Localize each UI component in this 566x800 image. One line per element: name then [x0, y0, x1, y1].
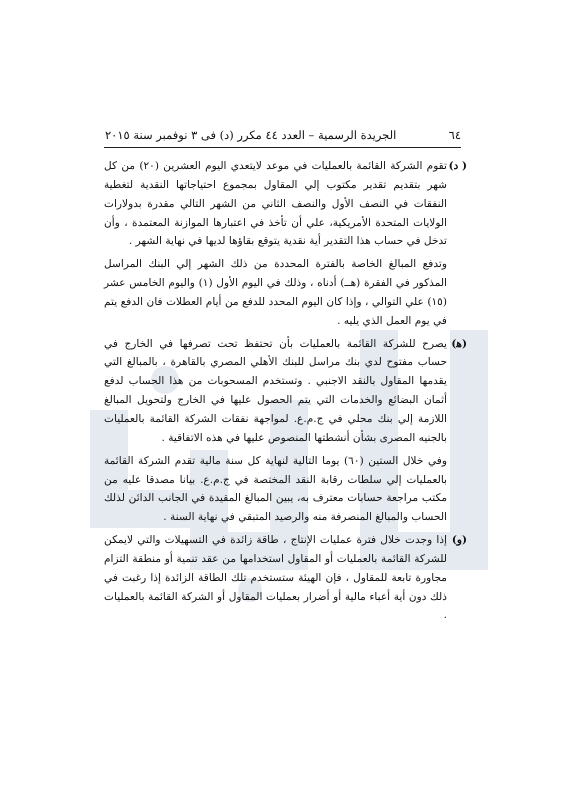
paragraph-w — [104, 531, 467, 625]
page-number: ٦٤ — [448, 128, 461, 142]
paragraph-h-followup: وفي خلال الستين (٦٠) يوما التالية لنهاية كل سنة مالية تقدم الشركة القائمة بالعمليات إلي سلطات رقابة النقد المختصة في ج.م.ع. بيانا مصدقا عليه من مكتب مراجعة حسابات معترف به، يبين المبالغ المقيدة في الجانب الدائن لذلك الحساب والمبالغ المنصرفة منه والرصيد المتبقي في نهاية السنة . — [104, 454, 447, 524]
gazette-header-title: الجريدة الرسمية – العدد ٤٤ مكرر (د) فى ٣ نوفمبر سنة ٢٠١٥ — [105, 128, 397, 142]
paragraph-d-text: تقوم الشركة القائمة بالعمليات في موعد لايتعدي اليوم العشرين (٢٠) من كل شهر بتقديم تقدير مكتوب إلي المقاول بمجموع احتياجاتها النقدية لتغطية النفقات في النصف الأول والنصف الثاني من الشهر التالي مقدرة بدولارات الولايات المتحدة الأمريكية، علي أن تأخذ في اعتبارها الموازنة المعتمدة ، وأن تدخل في حساب هذا التقدير أية نقدية يتوقع بقاؤها لديها في نهاية الشهر . — [104, 160, 447, 248]
paragraph-d-payment: وتدفع المبالغ الخاصة بالفترة المحددة من ذلك الشهر إلي البنك المراسل المذكور في الفقرة (هــ) أدناه ، وذلك في اليوم الأول (١) واليوم الخامس عشر (١٥) علي التوالي ، وإذا كان اليوم المحدد للدفع من أيام العطلات فان الدفع يتم في يوم العمل الذي يليه . — [104, 258, 447, 327]
paragraph-h-marker: (ﻫ) — [451, 337, 467, 350]
paragraph-d — [104, 157, 467, 251]
paragraph-d-marker: ( د) — [448, 160, 467, 172]
paragraph-h — [104, 335, 467, 448]
paragraph-h-text: يصرح للشركة القائمة بالعمليات بأن تحتفظ تحت تصرفها في الخارج في حساب مفتوح لدي بنك مراسل للبنك الأهلي المصري بالقاهرة ، بالمبالغ التي يقدمها المقاول بالنقد الاجنبي . وتستخدم المسحوبات من هذا الحساب لدفع أثمان البضائع والخدمات التي يتم الحصول عليها في الخارج ولتحويل المبالغ اللازمة إلي بنك محلي في ج.م.ع. لمواجهة نفقات الشركة القائمة بالعمليات بالجنيه المصرى بشأن أنشطتها المنصوص عليها في هذه الاتفاقية . — [104, 337, 447, 444]
paragraph-w-marker: (و) — [451, 534, 467, 547]
document-body — [104, 157, 467, 629]
paragraph-w-text: إذا وجدت خلال فترة عمليات الإنتاج ، طاقة زائدة في التسهيلات والتي لايمكن للشركة القائمة بالعمليات أو المقاول استخدامها من عقد تنمية أو منطقة التزام مجاورة تابعة للمقاول ، فإن الهيئة ستستخدم تلك الطاقة الزائدة إذا رغبت في ذلك دون أية أعباء مالية أو أضرار بعمليات المقاول أو الشركة القائمة بالعمليات . — [104, 534, 447, 622]
page-header — [105, 128, 461, 142]
header-divider — [104, 147, 461, 148]
